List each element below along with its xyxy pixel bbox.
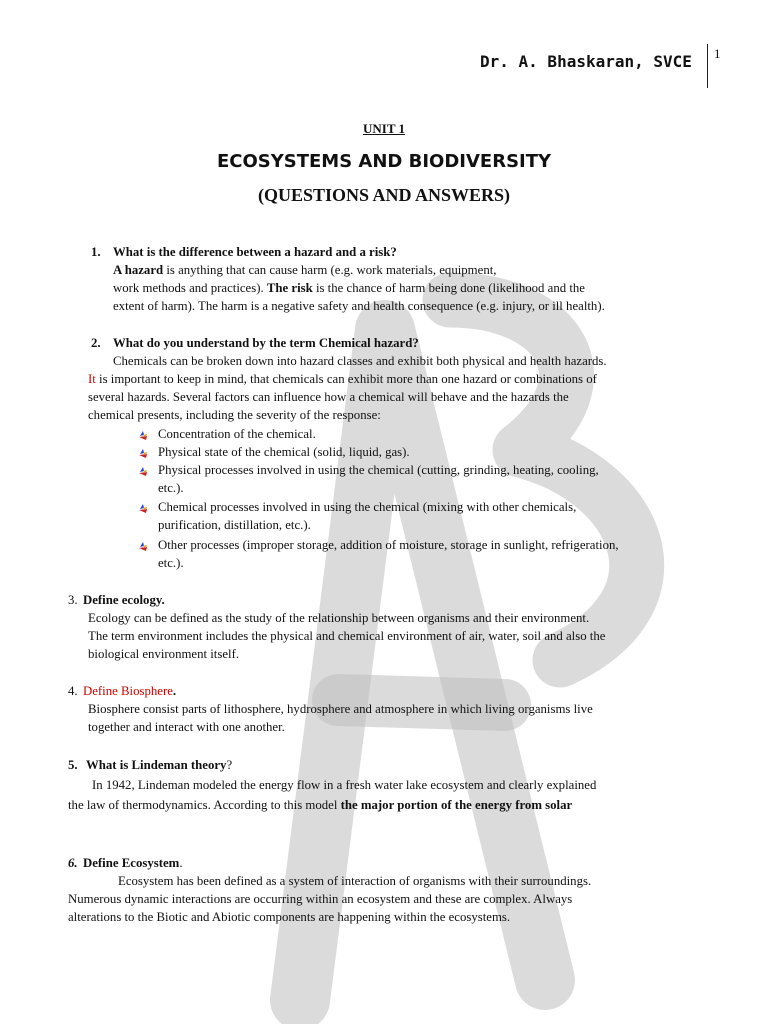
- q2-question: What do you understand by the term Chemical hazard?: [113, 336, 419, 350]
- bullet-icon: [138, 428, 148, 446]
- q6-question: Define Ecosystem.: [83, 856, 183, 870]
- q2-answer-line3: several hazards. Several factors can influence how a chemical will behave and the hazards the: [88, 390, 569, 404]
- q6-number: 6.: [68, 856, 78, 870]
- q4-question: Define Biosphere.: [83, 684, 177, 698]
- q6-answer-line2: Numerous dynamic interactions are occurring within an ecosystem and these are complex. Always: [68, 892, 573, 906]
- bullet-icon: [138, 501, 148, 519]
- q5-number: 5.: [68, 758, 78, 772]
- q1-question: What is the difference between a hazard and a risk?: [113, 245, 397, 259]
- page-number: 1: [714, 46, 721, 61]
- bullet-item-cont: etc.).: [158, 481, 184, 495]
- q4-answer-line2: together and interact with one another.: [88, 720, 285, 734]
- q1-answer-line3: extent of harm). The harm is a negative safety and health consequence (e.g. injury, or ill health).: [113, 299, 605, 313]
- q2-answer-line2: It is important to keep in mind, that chemicals can exhibit more than one hazard or combinations of: [88, 372, 597, 386]
- q6-answer-line3: alterations to the Biotic and Abiotic components are happening within the ecosystems.: [68, 910, 511, 924]
- q3-answer-line3: biological environment itself.: [88, 647, 240, 661]
- q1-number: 1.: [91, 245, 101, 259]
- bullet-icon: [138, 539, 148, 557]
- bullet-item: Concentration of the chemical.: [158, 427, 316, 441]
- q4-number: 4.: [68, 684, 78, 698]
- q2-answer-line4: chemical presents, including the severity of the response:: [88, 408, 381, 422]
- page-subtitle: (QUESTIONS AND ANSWERS): [257, 185, 511, 205]
- q5-answer-line2: the law of thermodynamics. According to this model the major portion of the energy from solar: [68, 798, 573, 812]
- q3-question: Define ecology.: [83, 593, 165, 607]
- q1-answer-line2: work methods and practices). The risk is the chance of harm being done (likelihood and the: [113, 281, 585, 295]
- q3-answer-line1: Ecology can be defined as the study of the relationship between organisms and their environment.: [88, 611, 590, 625]
- bullet-item: Physical processes involved in using the chemical (cutting, grinding, heating, cooling,: [158, 463, 599, 477]
- q3-number: 3.: [68, 593, 78, 607]
- header-author: Dr. A. Bhaskaran, SVCE: [480, 52, 692, 71]
- bullet-icon: [138, 464, 148, 482]
- q6-answer-line1: Ecosystem has been defined as a system of interaction of organisms with their surroundings.: [118, 874, 592, 888]
- q2-answer-line1: Chemicals can be broken down into hazard classes and exhibit both physical and health hazards.: [113, 354, 607, 368]
- bullet-item: Other processes (improper storage, addition of moisture, storage in sunlight, refrigeration,: [158, 538, 619, 552]
- q1-answer-line1: A hazard is anything that can cause harm (e.g. work materials, equipment,: [113, 263, 497, 277]
- bullet-item: Physical state of the chemical (solid, liquid, gas).: [158, 445, 410, 459]
- bullet-item: Chemical processes involved in using the chemical (mixing with other chemicals,: [158, 500, 577, 514]
- q3-answer-line2: The term environment includes the physical and chemical environment of air, water, soil and also the: [88, 629, 606, 643]
- header-divider: [707, 44, 708, 88]
- q2-number: 2.: [91, 336, 101, 350]
- q5-question: What is Lindeman theory?: [86, 758, 233, 772]
- bullet-item-cont: purification, distillation, etc.).: [158, 518, 311, 532]
- page-title: ECOSYSTEMS AND BIODIVERSITY: [216, 151, 552, 172]
- q5-answer-line1: In 1942, Lindeman modeled the energy flow in a fresh water lake ecosystem and clearly explained: [92, 778, 597, 792]
- bullet-item-cont: etc.).: [158, 556, 184, 570]
- q4-answer-line1: Biosphere consist parts of lithosphere, hydrosphere and atmosphere in which living organisms live: [88, 702, 593, 716]
- unit-label: UNIT 1: [362, 121, 406, 136]
- bullet-icon: [138, 446, 148, 464]
